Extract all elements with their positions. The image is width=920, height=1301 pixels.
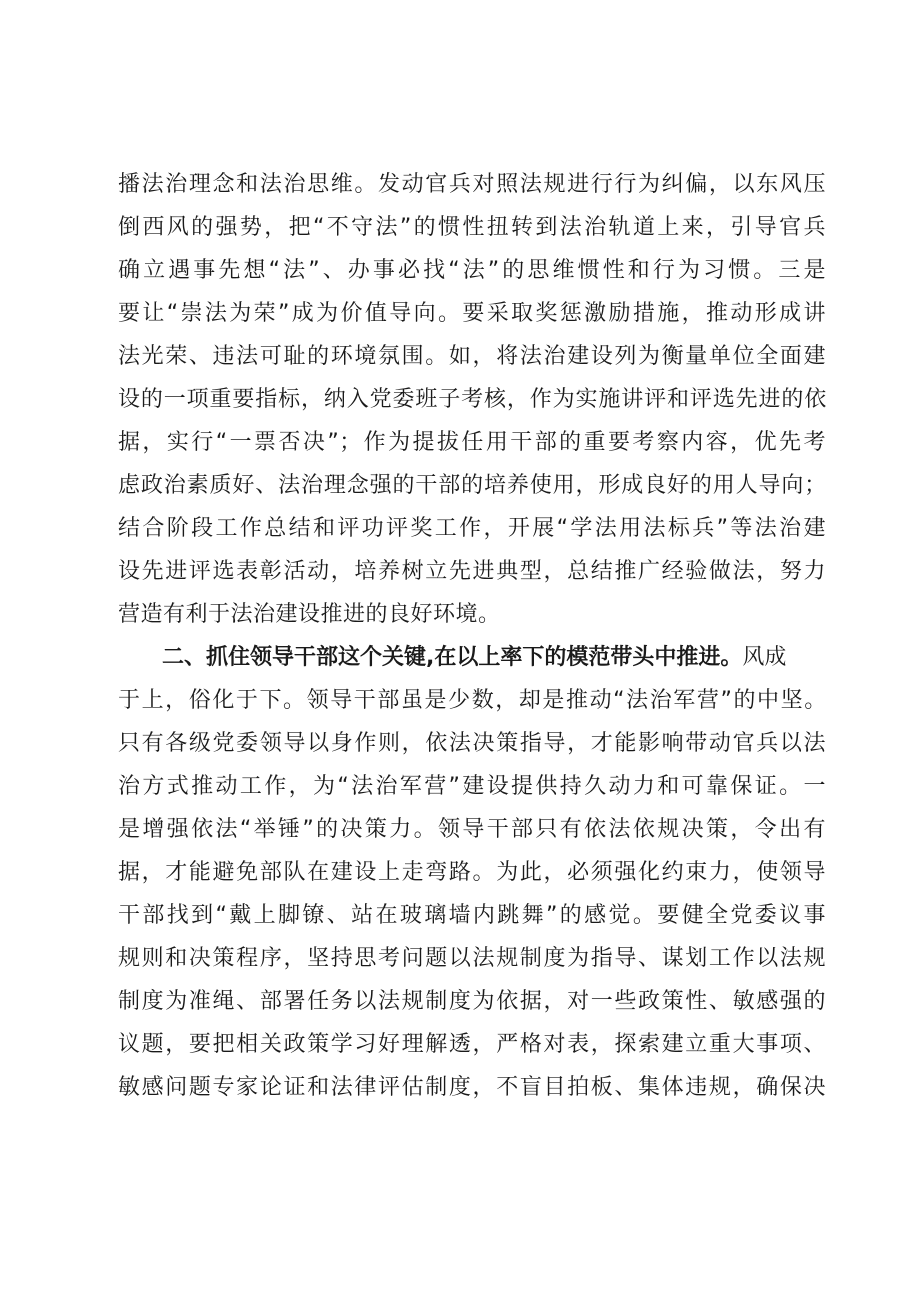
text-line: 虑政治素质好、法治理念强的干部的培养使用，形成良好的用人导向； xyxy=(118,473,826,498)
text-line: 据，实行“一票否决”；作为提拔任用干部的重要考察内容，优先考 xyxy=(118,430,826,455)
document-body xyxy=(118,163,826,1109)
text-line: 于上，俗化于下。领导干部虽是少数，却是推动“法治军营”的中坚。 xyxy=(118,688,826,713)
text-line: 制度为准绳、部署任务以法规制度为依据，对一些政策性、敏感强的 xyxy=(118,989,826,1014)
text-line: 结合阶段工作总结和评功评奖工作，开展“学法用法标兵”等法治建 xyxy=(118,516,826,541)
paragraph-2-first-line xyxy=(118,636,826,679)
paragraph-1 xyxy=(118,163,826,636)
text-line: 议题，要把相关政策学习好理解透，严格对表，探索建立重大事项、 xyxy=(118,1032,826,1057)
text-line: 敏感问题专家论证和法律评估制度，不盲目拍板、集体违规，确保决 xyxy=(118,1075,826,1100)
section-heading: 二、抓住领导干部这个关键,在以上率下的模范带头中推进。 xyxy=(162,645,743,670)
text-line: 据，才能避免部队在建设上走弯路。为此，必须强化约束力，使领导 xyxy=(118,860,826,885)
paragraph-2 xyxy=(118,636,826,1109)
text-line: 规则和决策程序，坚持思考问题以法规制度为指导、谋划工作以法规 xyxy=(118,946,826,971)
text-fragment: 风成 xyxy=(742,645,787,670)
text-line: 治方式推动工作，为“法治军营”建设提供持久动力和可靠保证。一 xyxy=(118,774,826,799)
text-line: 营造有利于法治建设推进的良好环境。 xyxy=(118,602,501,627)
text-line: 要让“崇法为荣”成为价值导向。要采取奖惩激励措施，推动形成讲 xyxy=(118,301,826,326)
text-line: 干部找到“戴上脚镣、站在玻璃墙内跳舞”的感觉。要健全党委议事 xyxy=(118,903,826,928)
text-line: 是增强依法“举锤”的决策力。领导干部只有依法依规决策，令出有 xyxy=(118,817,826,842)
text-line: 只有各级党委领导以身作则，依法决策指导，才能影响带动官兵以法 xyxy=(118,731,826,756)
text-line: 设的一项重要指标，纳入党委班子考核，作为实施讲评和评选先进的依 xyxy=(118,387,826,412)
text-line: 播法治理念和法治思维。发动官兵对照法规进行行为纠偏，以东风压 xyxy=(118,172,826,197)
text-line: 设先进评选表彰活动，培养树立先进典型，总结推广经验做法，努力 xyxy=(118,559,826,584)
text-line: 倒西风的强势，把“不守法”的惯性扭转到法治轨道上来，引导官兵 xyxy=(118,215,826,240)
text-line: 法光荣、违法可耻的环境氛围。如，将法治建设列为衡量单位全面建 xyxy=(118,344,826,369)
text-line: 确立遇事先想“法”、办事必找“法”的思维惯性和行为习惯。三是 xyxy=(118,258,826,283)
